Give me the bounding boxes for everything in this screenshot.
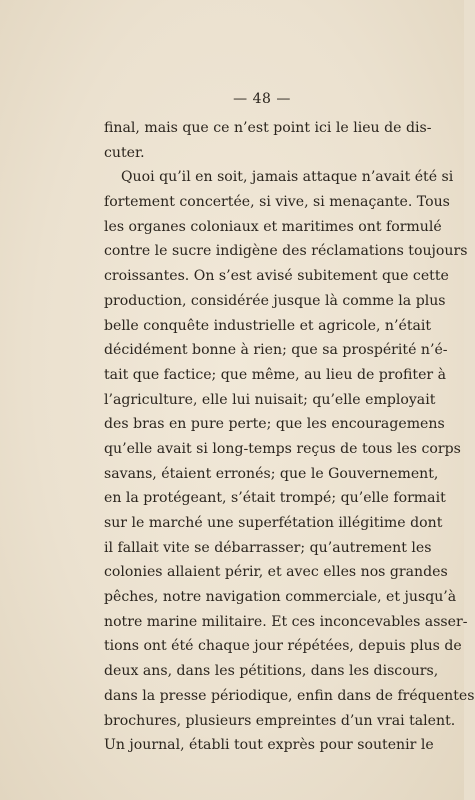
text-line: qu’elle avait si long-temps reçus de tous les corps: [104, 440, 461, 457]
text-line: tait que factice; que même, au lieu de profiter à: [104, 366, 447, 383]
text-line: contre le sucre indigène des réclamations toujours: [104, 243, 468, 260]
text-line: savans, étaient erronés; que le Gouvernement,: [104, 465, 439, 482]
text-line: croissantes. On s’est avisé subitement que cette: [104, 268, 449, 285]
page-number: — 48 —: [233, 91, 291, 107]
text-line: en la protégeant, s’était trompé; qu’elle formait: [104, 490, 446, 507]
text-line: décidément bonne à rien; que sa prospérité n’é-: [104, 342, 448, 359]
text-line: production, considérée jusque là comme la plus: [104, 292, 446, 309]
text-line: Quoi qu’il en soit, jamais attaque n’avait été si: [121, 169, 454, 186]
text-line: deux ans, dans les pétitions, dans les discours,: [104, 663, 439, 680]
text-line: dans la presse périodique, enfin dans de fréquentes: [104, 687, 475, 704]
text-line: les organes coloniaux et maritimes ont formulé: [104, 218, 442, 235]
text-line: belle conquête industrielle et agricole, n’était: [104, 317, 432, 334]
text-line: il fallait vite se débarrasser; qu’autrement les: [104, 539, 432, 556]
text-line: sur le marché une superfétation illégitime dont: [104, 515, 443, 531]
text-line: final, mais que ce n’est point ici le lieu de dis-: [104, 120, 432, 136]
text-line: des bras en pure perte; que les encouragemens: [104, 416, 445, 433]
body-text: [104, 116, 475, 758]
text-line: cuter.: [104, 144, 145, 161]
text-line: Un journal, établi tout exprès pour soutenir le: [104, 737, 434, 754]
text-line: tions ont été chaque jour répétées, depuis plus de: [104, 638, 462, 655]
text-line: l’agriculture, elle lui nuisait; qu’elle employait: [104, 391, 436, 408]
text-line: notre marine militaire. Et ces inconcevables asser-: [104, 613, 468, 630]
text-line: colonies allaient périr, et avec elles nos grandes: [104, 564, 448, 581]
text-line: pêches, notre navigation commerciale, et jusqu’à: [104, 589, 457, 606]
text-line: fortement concertée, si vive, si menaçante. Tous: [104, 194, 450, 211]
text-line: brochures, plusieurs empreintes d’un vrai talent.: [104, 712, 456, 729]
